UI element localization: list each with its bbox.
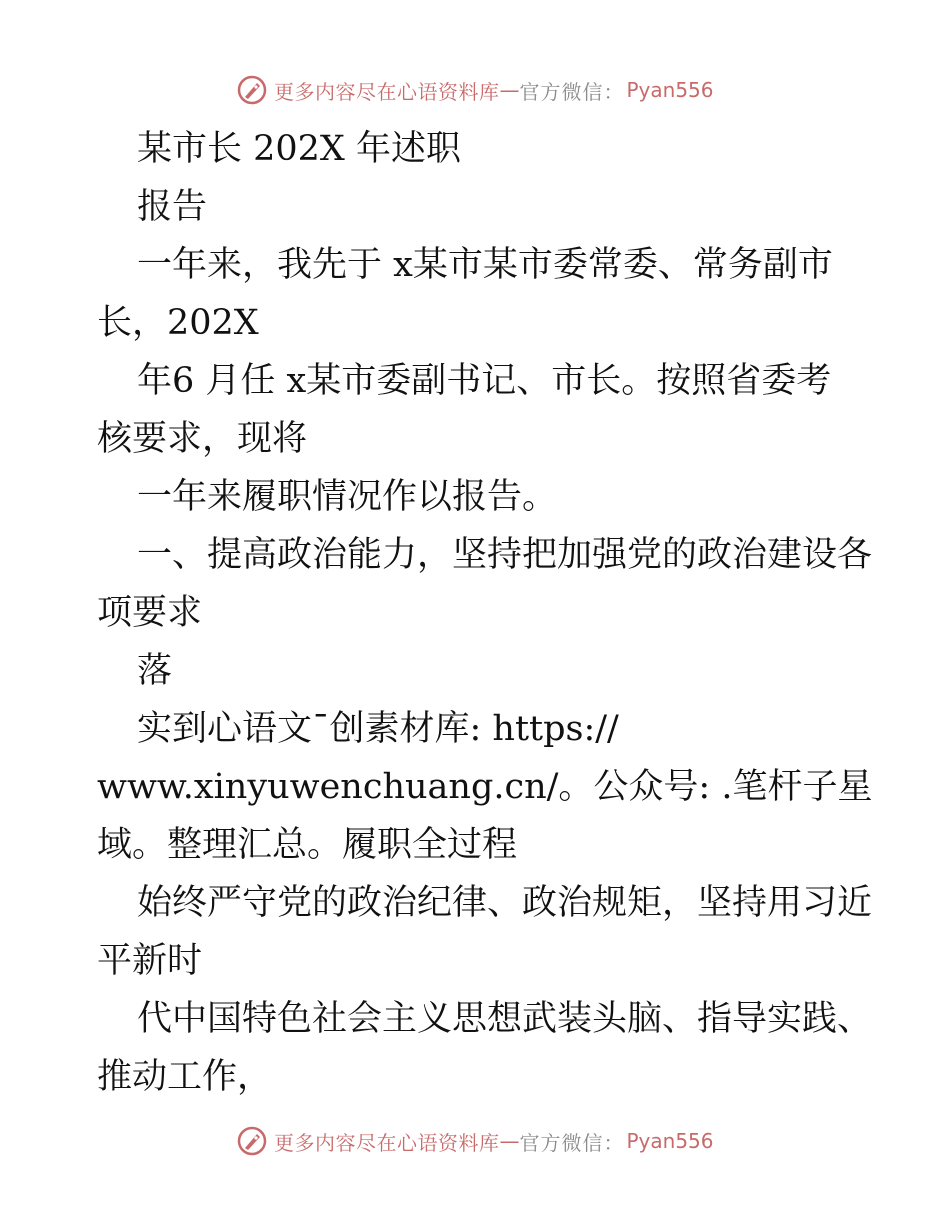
paragraph-line: 一年来，我先于 x某市某市委常委、常务副市 xyxy=(137,245,833,285)
footer-banner xyxy=(236,1124,714,1158)
section-heading-line: 一、提高政治能力，坚持把加强党的政治建设各 xyxy=(137,535,873,575)
document-body xyxy=(97,120,877,1106)
paragraph-line: 代中国特色社会主义思想武装头脑、指导实践、 xyxy=(137,999,873,1039)
paragraph-line: 落 xyxy=(137,651,173,691)
banner-wechat-label: 官方微信： xyxy=(519,1130,625,1155)
banner-wechat-label: 官方微信： xyxy=(519,79,625,104)
title-line-1: 某市长 202X 年述职 xyxy=(137,129,461,169)
paragraph-line: 一年来履职情况作以报告。 xyxy=(137,477,558,517)
paragraph-line: 域。整理汇总。履职全过程 xyxy=(97,825,518,865)
banner-wechat-id: Pyan556 xyxy=(626,78,714,102)
banner-main-text: 更多内容尽在心语资料库 xyxy=(274,1130,500,1155)
paragraph-line: 年6 月任 x某市委副书记、市长。按照省委考 xyxy=(137,361,832,401)
banner-wechat-id: Pyan556 xyxy=(626,1129,714,1153)
header-banner xyxy=(236,73,714,107)
banner-separator: — xyxy=(499,78,520,102)
paragraph-line: www.xinyuwenchuang.cn/。公众号: .笔杆子星 xyxy=(97,767,873,807)
pen-nib-icon xyxy=(236,1125,268,1157)
title-line-2: 报告 xyxy=(137,187,208,227)
section-heading-line: 项要求 xyxy=(97,593,203,633)
paragraph-line: 平新时 xyxy=(97,941,203,981)
paragraph-line: 核要求，现将 xyxy=(97,419,308,459)
banner-main-text: 更多内容尽在心语资料库 xyxy=(274,79,500,104)
paragraph-line: 长，202X xyxy=(97,303,259,343)
paragraph-line: 始终严守党的政治纪律、政治规矩，坚持用习近 xyxy=(137,883,873,923)
paragraph-line: 推动工作， xyxy=(97,1057,273,1097)
paragraph-line: 实到心语文¯创素材库: https:// xyxy=(137,709,619,749)
banner-separator: — xyxy=(499,1129,520,1153)
pen-nib-icon xyxy=(236,74,268,106)
